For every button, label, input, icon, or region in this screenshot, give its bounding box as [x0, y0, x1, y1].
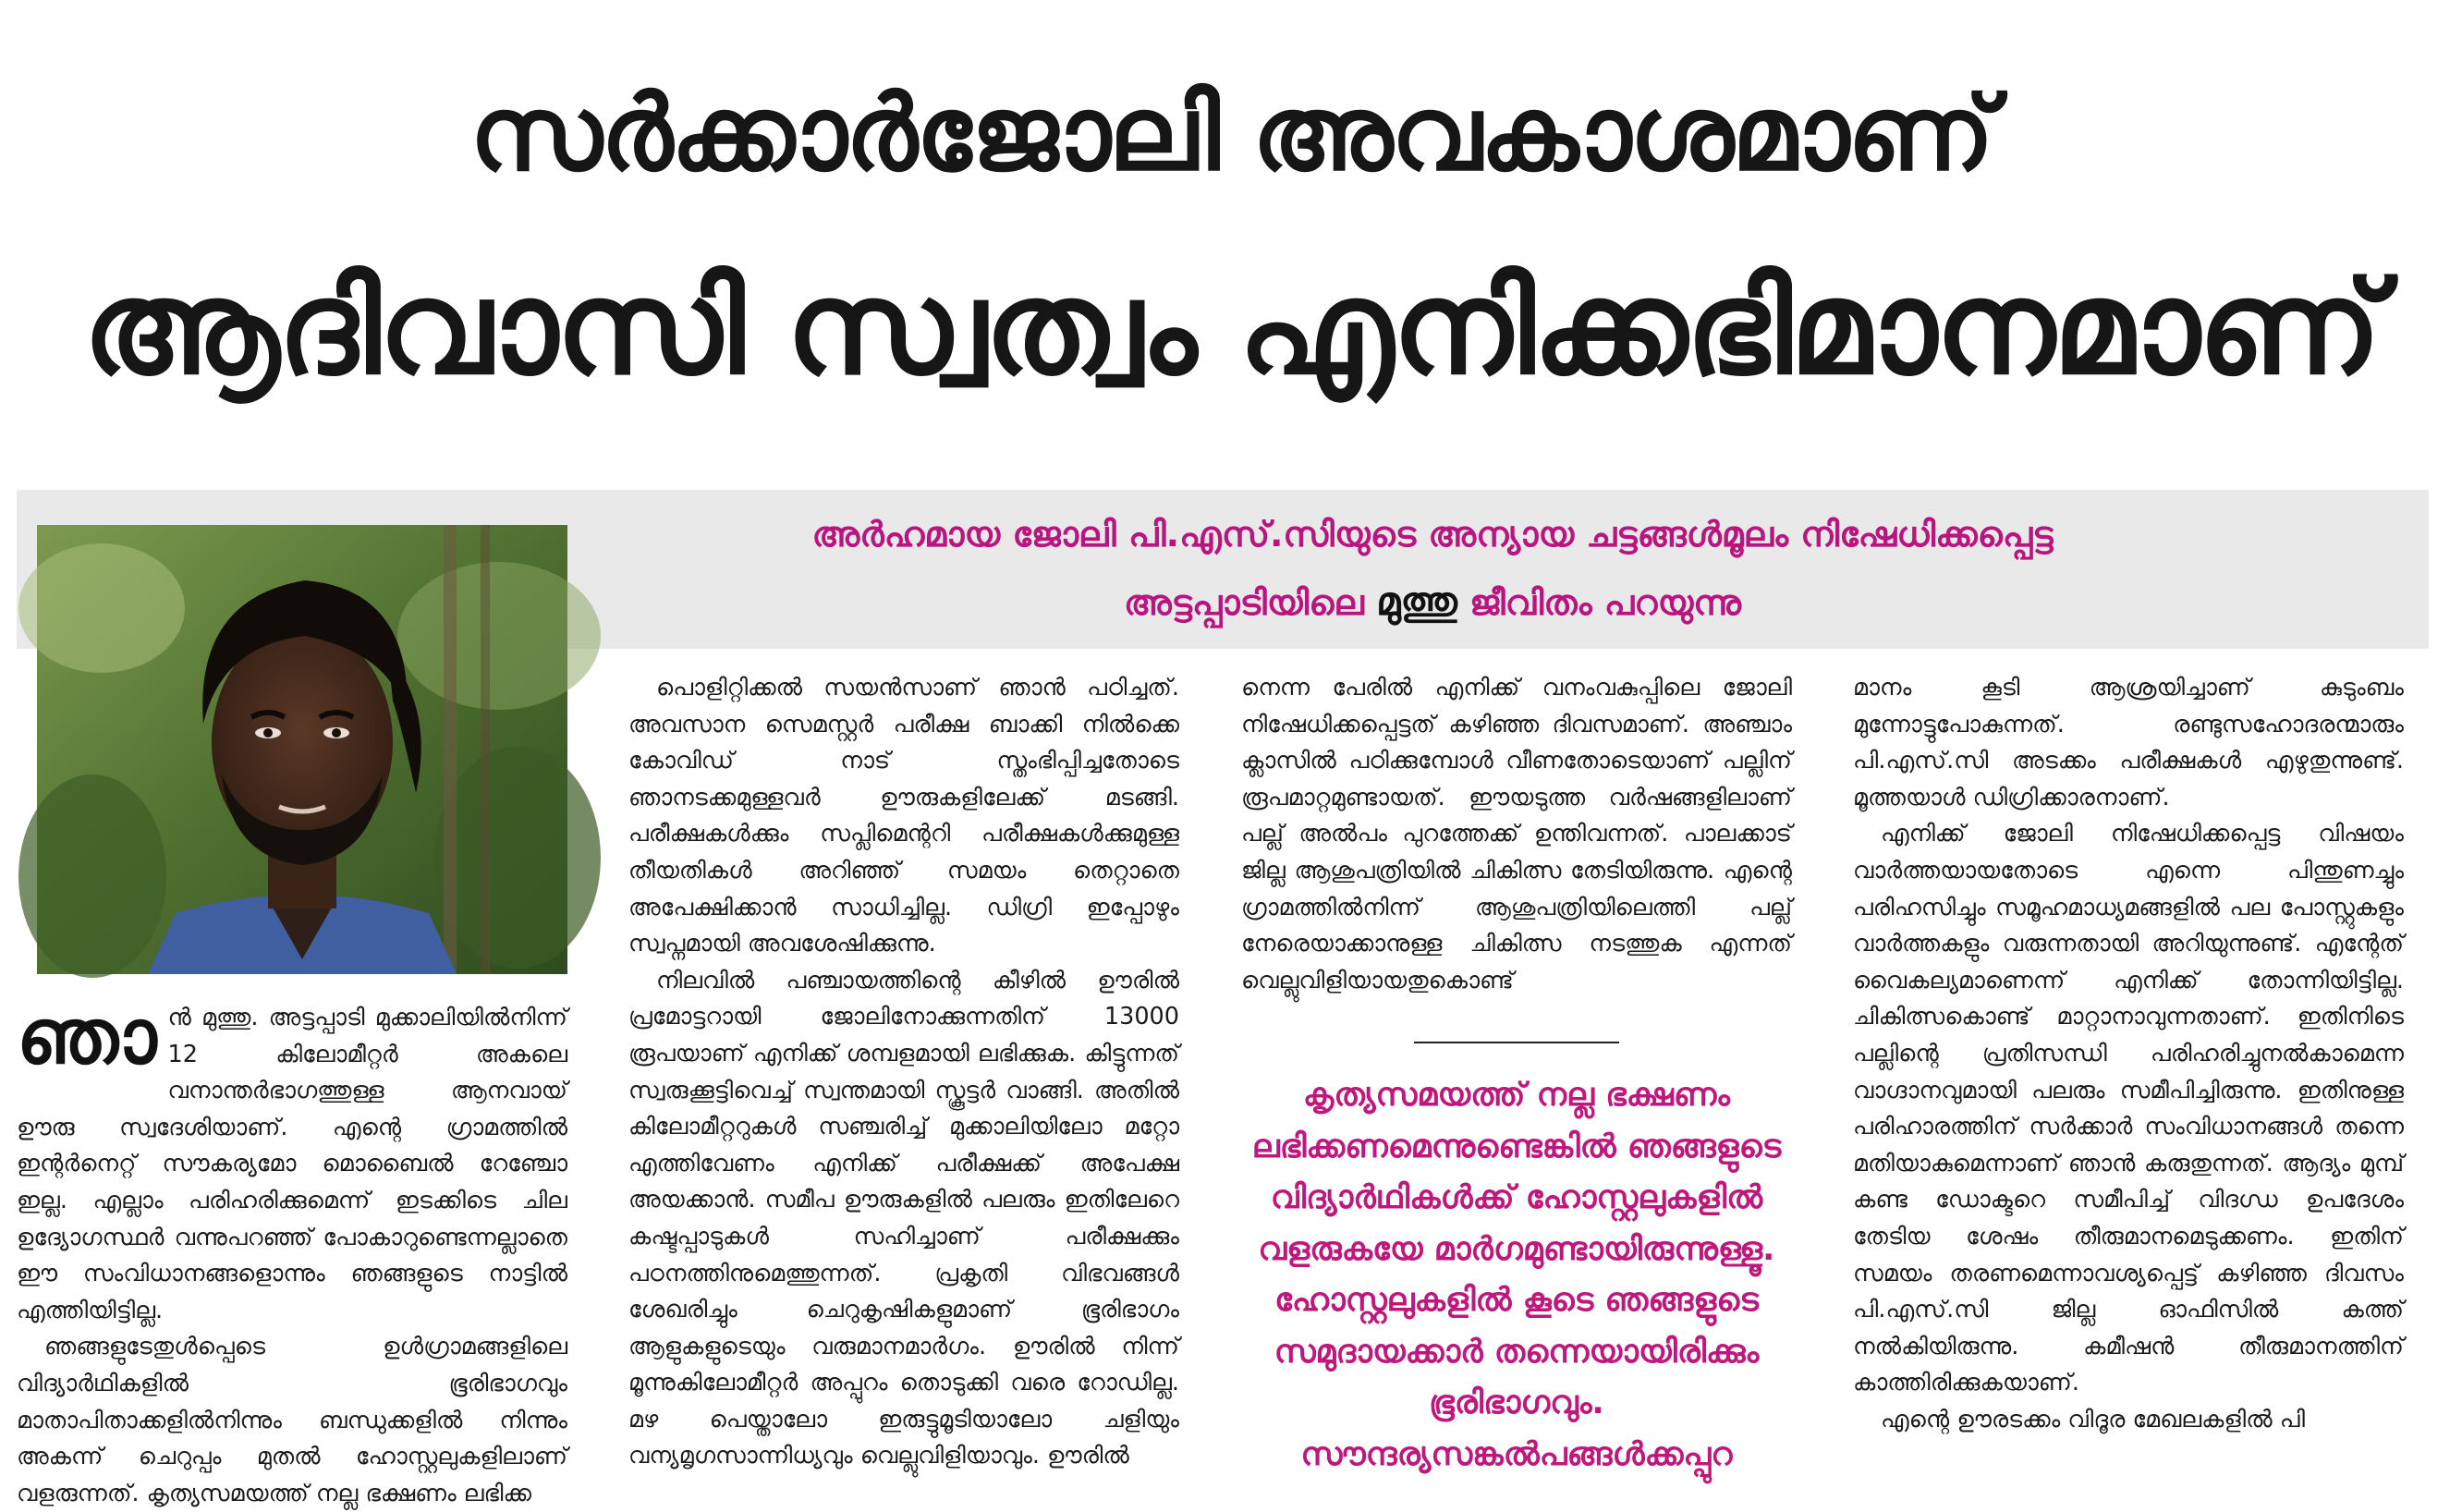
deck-place: അട്ടപ്പാടിയിലെ: [1123, 582, 1364, 623]
deck-name: മുത്തു: [1376, 579, 1457, 624]
paragraph: എന്റെ ഊരടക്കം വിദൂര മേഖലകളിൽ പി: [1881, 1405, 2306, 1433]
deck-line-2: [555, 579, 2310, 625]
paragraph-text: ൻ മുത്തു. അട്ടപ്പാടി മുക്കാലിയിൽനിന്ന് 12 കിലോമീറ്റർ അകലെ വനാന്തർഭാഗത്തുള്ള ആനവായ് ഊരു സ്വദേശിയാണ്. എന്റെ ഗ്രാമത്തിൽ ഇന്റർനെറ്റ് സൗകര്യമോ മൊബൈൽ റേഞ്ചോ ഇല്ല. എല്ലാം പരിഹരിക്കുമെന്ന് ഇടക്കിടെ ചില ഉദ്യോഗസ്ഥർ വന്നുപറഞ്ഞ് പോകാറുണ്ടെന്നല്ലാതെ ഈ സംവിധാനങ്ങളൊന്നും ഞങ്ങളുടെ നാട്ടിൽ എത്തിയിട്ടില്ല.: [17, 1004, 567, 1324]
headline-line-1: സർക്കാർജോലി അവകാശമാണ്: [469, 74, 1993, 194]
headline-line-2: ആദിവാസി സ്വത്വം എനിക്കഭിമാനമാണ്: [82, 253, 2380, 404]
paragraph: ഞങ്ങളുടേതുൾപ്പെടെ ഉൾഗ്രാമങ്ങളിലെ വിദ്യാർഥികളിൽ ഭൂരിഭാഗവും മാതാപിതാക്കളിൽനിന്നും ബന്ധുക്കളിൽ നിന്നും അകന്ന് ചെറുപ്പം മുതൽ ഹോസ്റ്റലുകളിലാണ് വളരുന്നത്. കൃത്യസമയത്ത് നല്ല ഭക്ഷണം ലഭിക്ക: [17, 1333, 567, 1507]
article-column-3: [1241, 670, 1792, 1060]
article-column-1: [17, 994, 567, 1507]
portrait-illustration: [37, 525, 567, 974]
deck-tail: ജീവിതം പറയുന്നു: [1469, 582, 1742, 623]
pull-quote: കൃത്യസമയത്ത് നല്ല ഭക്ഷണം ലഭിക്കണമെന്നുണ്ടെങ്കിൽ ഞങ്ങളുടെ വിദ്യാർഥികൾക്ക് ഹോസ്റ്റലുകളിൽ വളരുകയേ മാർഗമുണ്ടായിരുന്നുള്ളൂ. ഹോസ്റ്റലുകളിൽ കൂടെ ഞങ്ങളുടെ സമുദായക്കാർ തന്നെയായിരിക്കും ഭൂരിഭാഗവും. സൗന്ദര്യസങ്കൽപങ്ങൾക്കപ്പുറ: [1251, 1077, 1782, 1473]
deck-line-1: അർഹമായ ജോലി പി.എസ്.സിയുടെ അന്യായ ചട്ടങ്ങൾമൂലം നിഷേധിക്കപ്പെട്ട: [811, 514, 2054, 555]
portrait-photo: [37, 525, 567, 974]
paragraph: നെന്ന പേരിൽ എനിക്ക് വനംവകുപ്പിലെ ജോലി നിഷേധിക്കപ്പെട്ടത് കഴിഞ്ഞ ദിവസമാണ്. അഞ്ചാം ക്ലാസിൽ പഠിക്കുമ്പോൾ വീണതോടെയാണ് പല്ലിന് രൂപമാറ്റമുണ്ടായത്. ഈയടുത്ത വർഷങ്ങളിലാണ് പല്ല് അൽപം പുറത്തേക്ക് ഉന്തിവന്നത്. പാലക്കാട് ജില്ല ആശുപത്രിയിൽ ചികിത്സ തേടിയിരുന്നു. എന്റെ ഗ്രാമത്തിൽനിന്ന് ആശുപത്രിയിലെത്തി പല്ല് നേരെയാക്കാനുള്ള ചികിത്സ നടത്തുക എന്നത് വെല്ലുവിളിയായതുകൊണ്ട്: [1241, 674, 1792, 994]
drop-cap: ഞാ: [17, 994, 157, 1081]
paragraph: നിലവിൽ പഞ്ചായത്തിന്റെ കീഴിൽ ഊരിൽ പ്രമോട്ടറായി ജോലിനോക്കുന്നതിന് 13000 രൂപയാണ് എനിക്ക് ശമ്പളമായി ലഭിക്കുക. കിട്ടുന്നത് സ്വരുക്കൂട്ടിവെച്ച് സ്വന്തമായി സ്കൂട്ടർ വാങ്ങി. അതിൽ കിലോമീറ്ററുകൾ സഞ്ചരിച്ച് മുക്കാലിയിലോ മറ്റോ എത്തിവേണം എനിക്ക് പരീക്ഷക്ക് അപേക്ഷ അയക്കാൻ. സമീപ ഊരുകളിൽ പലരും ഇതിലേറെ കഷ്ടപ്പാടുകൾ സഹിച്ചാണ് പരീക്ഷക്കും പഠനത്തിനുമെത്തുന്നത്. പ്രകൃതി വിഭവങ്ങൾ ശേഖരിച്ചും ചെറുകൃഷികളുമാണ് ഭൂരിഭാഗം ആളുകളുടെയും വരുമാനമാർഗം. ഊരിൽ നിന്ന് മൂന്നുകിലോമീറ്റർ അപ്പുറം തൊടുക്കി വരെ റോഡില്ല. മഴ പെയ്താലോ ഇരുട്ടുമൂടിയാലോ ചളിയും വന്യമൃഗസാന്നിധ്യവും വെല്ലുവിളിയാവും. ഊരിൽ: [628, 966, 1179, 1470]
pullquote-divider: [1414, 1042, 1619, 1043]
article-column-2: [628, 670, 1179, 1478]
paragraph: എനിക്ക് ജോലി നിഷേധിക്കപ്പെട്ട വിഷയം വാർത്തയായതോടെ എന്നെ പിന്തുണച്ചും പരിഹസിച്ചും സമൂഹമാധ്യമങ്ങളിൽ പല പോസ്റ്റുകളും വാർത്തകളും വരുന്നതായി അറിയുന്നുണ്ട്. എന്റേത് വൈകല്യമാണെന്ന് എനിക്ക് തോന്നിയിട്ടില്ല. ചികിത്സകൊണ്ട് മാറ്റാനാവുന്നതാണ്. ഇതിനിടെ പല്ലിന്റെ പ്രതിസന്ധി പരിഹരിച്ചുനൽകാമെന്ന വാഗ്ദാനവുമായി പലരും സമീപിച്ചിരുന്നു. ഇതിനുള്ള പരിഹാരത്തിന് സർക്കാർ സംവിധാനങ്ങൾ തന്നെ മതിയാകുമെന്നാണ് ഞാൻ കരുതുന്നത്. ആദ്യം മുമ്പ് കണ്ട ഡോക്ടറെ സമീപിച്ച് വിദഗ്ധ ഉപദേശം തേടിയ ശേഷം തീരുമാനമെടുക്കണം. ഇതിന് സമയം തരണമെന്നാവശ്യപ്പെട്ട് കഴിഞ്ഞ ദിവസം പി.എസ്.സി ജില്ല ഓഫിസിൽ കത്ത് നൽകിയിരുന്നു. കമീഷൻ തീരുമാനത്തിന് കാത്തിരിക്കുകയാണ്.: [1853, 820, 2404, 1397]
paragraph: [17, 994, 567, 1329]
article-column-4: [1853, 670, 2404, 1478]
paragraph: പൊളിറ്റിക്കൽ സയൻസാണ് ഞാൻ പഠിച്ചത്. അവസാന സെമസ്റ്റർ പരീക്ഷ ബാക്കി നിൽക്കെ കോവിഡ് നാട് സ്തംഭിപ്പിച്ചതോടെ ഞാനടക്കമുള്ളവർ ഊരുകളിലേക്ക് മടങ്ങി. പരീക്ഷകൾക്കും സപ്ലിമെന്ററി പരീക്ഷകൾക്കുമുള്ള തീയതികൾ അറിഞ്ഞ് സമയം തെറ്റാതെ അപേക്ഷിക്കാൻ സാധിച്ചില്ല. ഡിഗ്രി ഇപ്പോഴും സ്വപ്നമായി അവശേഷിക്കുന്നു.: [628, 674, 1179, 958]
paragraph: മാനം കൂടി ആശ്രയിച്ചാണ് കുടുംബം മുന്നോട്ടുപോകുന്നത്. രണ്ടുസഹോദരന്മാരും പി.എസ്.സി അടക്കം പരീക്ഷകൾ എഴുതുന്നുണ്ട്. മൂത്തയാൾ ഡിഗ്രിക്കാരനാണ്.: [1853, 674, 2404, 811]
